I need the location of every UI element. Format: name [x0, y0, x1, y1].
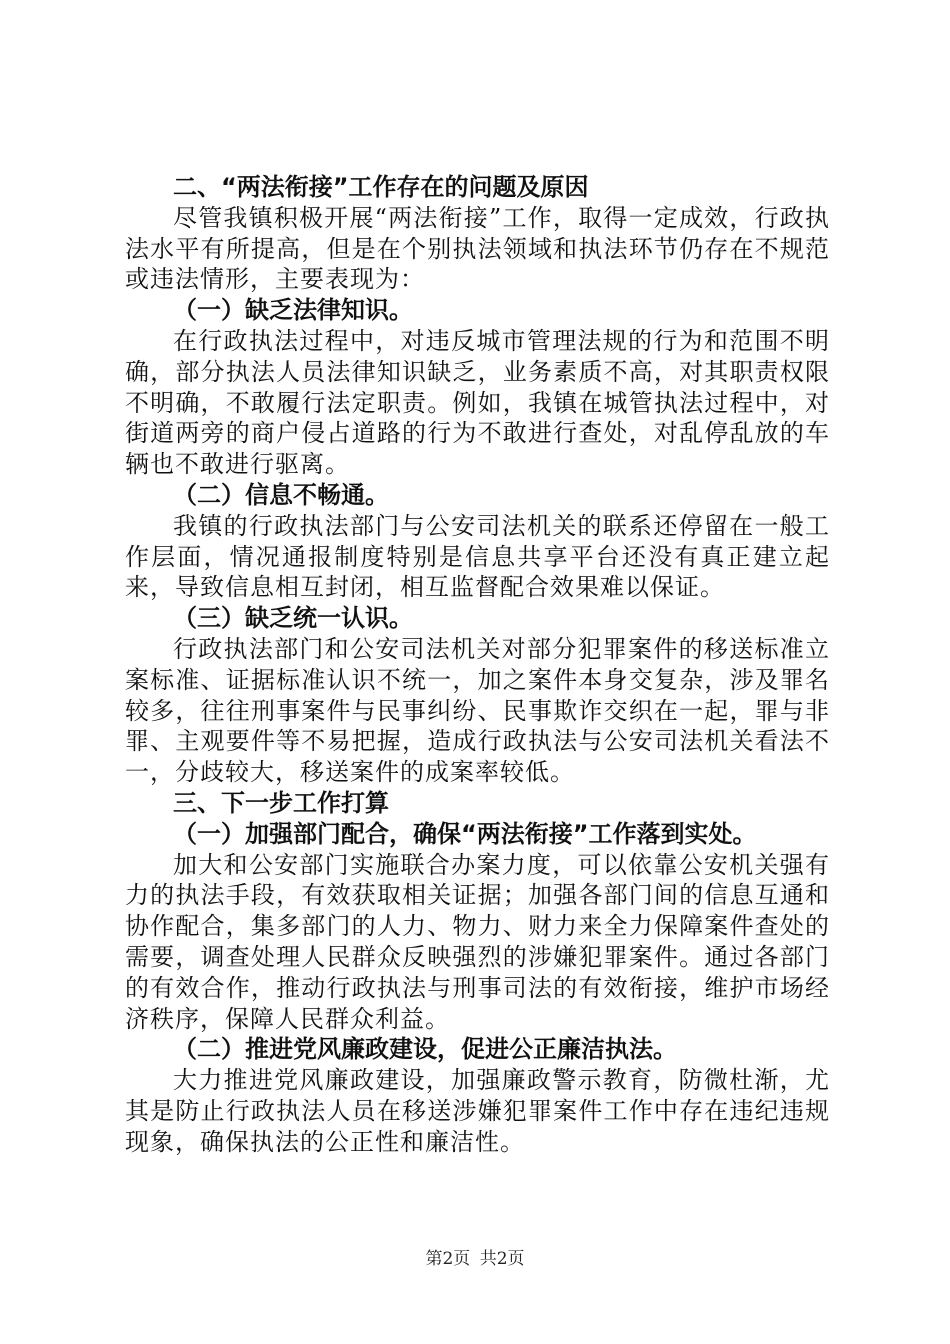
page-footer	[0, 1244, 950, 1269]
issue2-body: 我镇的行政执法部门与公安司法机关的联系还停留在一般工作层面，情况通报制度特别是信息共享平台还没有真正建立起来，导致信息相互封闭，相互监督配合效果难以保证。	[125, 511, 830, 602]
plan1-heading: （一）加强部门配合，确保“两法衔接”工作落到实处。	[173, 819, 757, 848]
section3-heading: 三、下一步工作打算	[173, 788, 389, 817]
section2-intro: 尽管我镇积极开展“两法衔接”工作，取得一定成效，行政执法水平有所提高，但是在个别执法领域和执法环节仍存在不规范或违法情形，主要表现为：	[125, 203, 830, 294]
plan1-body: 加大和公安部门实施联合办案力度，可以依靠公安机关强有力的执法手段，有效获取相关证据；加强各部门间的信息互通和协作配合，集多部门的人力、物力、财力来全力保障案件查处的需要，调查处理人民群众反映强烈的涉嫌犯罪案件。通过各部门的有效合作，推动行政执法与刑事司法的有效衔接，维护市场经济秩序，保障人民群众利益。	[125, 850, 830, 1033]
issue3-body: 行政执法部门和公安司法机关对部分犯罪案件的移送标准立案标准、证据标准认识不统一，加之案件本身交复杂，涉及罪名较多，往往刑事案件与民事纠纷、民事欺诈交织在一起，罪与非罪、主观要件等不易把握，造成行政执法与公安司法机关看法不一，分歧较大，移送案件的成案率较低。	[125, 634, 830, 787]
page-number: 第2页	[425, 1249, 471, 1269]
page-total: 共2页	[479, 1249, 525, 1269]
document-body	[125, 172, 830, 1158]
issue1-heading: （一）缺乏法律知识。	[173, 296, 413, 325]
issue3-heading: （三）缺乏统一认识。	[173, 604, 413, 633]
plan2-body: 大力推进党风廉政建设，加强廉政警示教育，防微杜渐，尤其是防止行政执法人员在移送涉嫌犯罪案件工作中存在违纪违规现象，确保执法的公正性和廉洁性。	[125, 1066, 830, 1156]
issue2-heading: （二）信息不畅通。	[173, 480, 389, 509]
section2-heading: 二、“两法衔接”工作存在的问题及原因	[173, 173, 589, 201]
plan2-heading: （二）推进党风廉政建设，促进公正廉洁执法。	[173, 1035, 677, 1064]
issue1-body: 在行政执法过程中，对违反城市管理法规的行为和范围不明确，部分执法人员法律知识缺乏，业务素质不高，对其职责权限不明确，不敢履行法定职责。例如，我镇在城管执法过程中，对街道两旁的商户侵占道路的行为不敢进行查处，对乱停乱放的车辆也不敢进行驱离。	[125, 326, 830, 479]
